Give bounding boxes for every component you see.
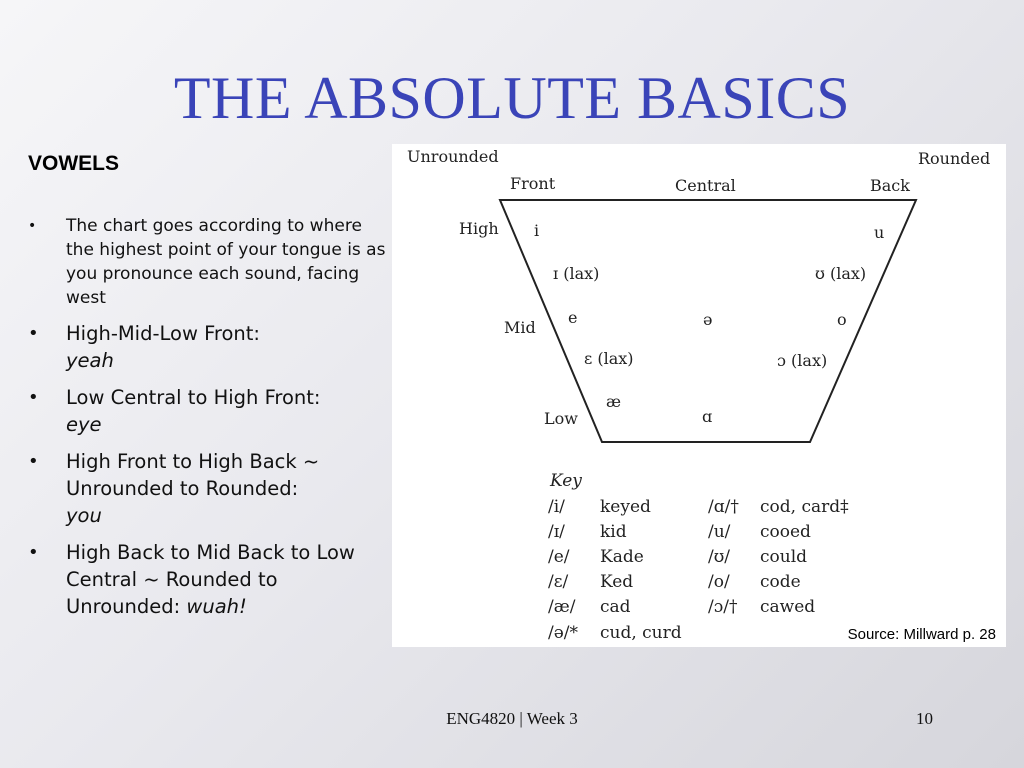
vowel-chart-figure: [392, 144, 1006, 647]
bullet-text: Low Central to High Front:: [66, 386, 321, 409]
bullet-item: [28, 214, 388, 310]
key-symbol: /o/: [708, 572, 730, 592]
key-title: Key: [550, 471, 582, 491]
vowel-lax-i: ɪ (lax): [553, 264, 600, 283]
key-symbol: /ʊ/: [708, 547, 730, 567]
key-symbol: /e/: [548, 547, 570, 567]
section-heading: VOWELS: [28, 152, 120, 175]
key-word: kid: [600, 522, 627, 542]
vowel-o: o: [837, 310, 847, 329]
vowel-a: ɑ: [702, 407, 713, 426]
bullet-example: eye: [66, 413, 102, 436]
bullet-item: [28, 320, 388, 374]
rounded-label: Rounded: [918, 149, 991, 168]
key-symbol: /ɔ/†: [708, 597, 738, 617]
front-label: Front: [510, 174, 556, 193]
vowel-i: i: [534, 221, 540, 240]
figure-source: Source: Millward p. 28: [847, 626, 996, 643]
bullet-marker: •: [28, 323, 39, 344]
key-word: cud, curd: [600, 623, 682, 643]
vowel-schwa: ə: [703, 310, 713, 329]
high-label: High: [459, 219, 499, 238]
mid-label: Mid: [504, 318, 536, 337]
key-word: cooed: [760, 522, 811, 542]
key-word: cod, card‡: [760, 497, 849, 517]
bullet-item: [28, 384, 388, 438]
key-symbol: /æ/: [548, 597, 576, 617]
key-symbol: /ɑ/†: [708, 497, 739, 517]
vowel-chart-svg: [392, 144, 1006, 647]
key-symbol: /ɛ/: [548, 572, 569, 592]
key-word: code: [760, 572, 801, 592]
bullet-marker: •: [28, 542, 39, 563]
vowel-u: u: [874, 223, 885, 242]
slide-title: THE ABSOLUTE BASICS: [173, 65, 851, 131]
central-label: Central: [675, 176, 736, 195]
bullet-item: [28, 539, 388, 620]
back-label: Back: [870, 176, 910, 195]
vowel-e: e: [568, 308, 578, 327]
key-word: cad: [600, 597, 631, 617]
key-symbol: /ə/*: [548, 623, 579, 643]
page-number: 10: [916, 709, 933, 728]
bullet-example: you: [66, 504, 102, 527]
unrounded-label: Unrounded: [407, 147, 499, 166]
key-word: could: [760, 547, 808, 567]
bullet-marker: •: [28, 451, 39, 472]
key-symbol: /i/: [548, 497, 565, 517]
key-symbol: /ɪ/: [548, 522, 565, 542]
bullet-text: The chart goes according to where the highest point of your tongue is as you pronounce each sound, facing west: [66, 216, 386, 308]
key-word: Ked: [600, 572, 634, 592]
bullet-marker: •: [28, 387, 39, 408]
key-word: Kade: [600, 547, 644, 567]
vowel-lax-e: ɛ (lax): [584, 349, 634, 368]
vowel-lax-u: ʊ (lax): [815, 264, 867, 283]
key-word: cawed: [760, 597, 816, 617]
bullet-text: High Front to High Back ~ Unrounded to Rounded:: [66, 450, 320, 500]
bullet-text: High-Mid-Low Front:: [66, 322, 261, 345]
bullet-list: [28, 214, 388, 630]
vowel-ae: æ: [606, 392, 622, 411]
vowel-lax-open-o: ɔ (lax): [777, 351, 828, 370]
bullet-marker: •: [28, 218, 37, 234]
low-label: Low: [544, 409, 578, 428]
key-word: keyed: [600, 497, 651, 517]
slide-footer: ENG4820 | Week 3: [446, 709, 578, 728]
key-symbol: /u/: [708, 522, 731, 542]
bullet-text: High Back to Mid Back to Low Central ~ Rounded to Unrounded:: [66, 541, 355, 618]
bullet-item: [28, 448, 388, 529]
bullet-example: yeah: [66, 349, 114, 372]
bullet-example: wuah!: [186, 595, 247, 618]
